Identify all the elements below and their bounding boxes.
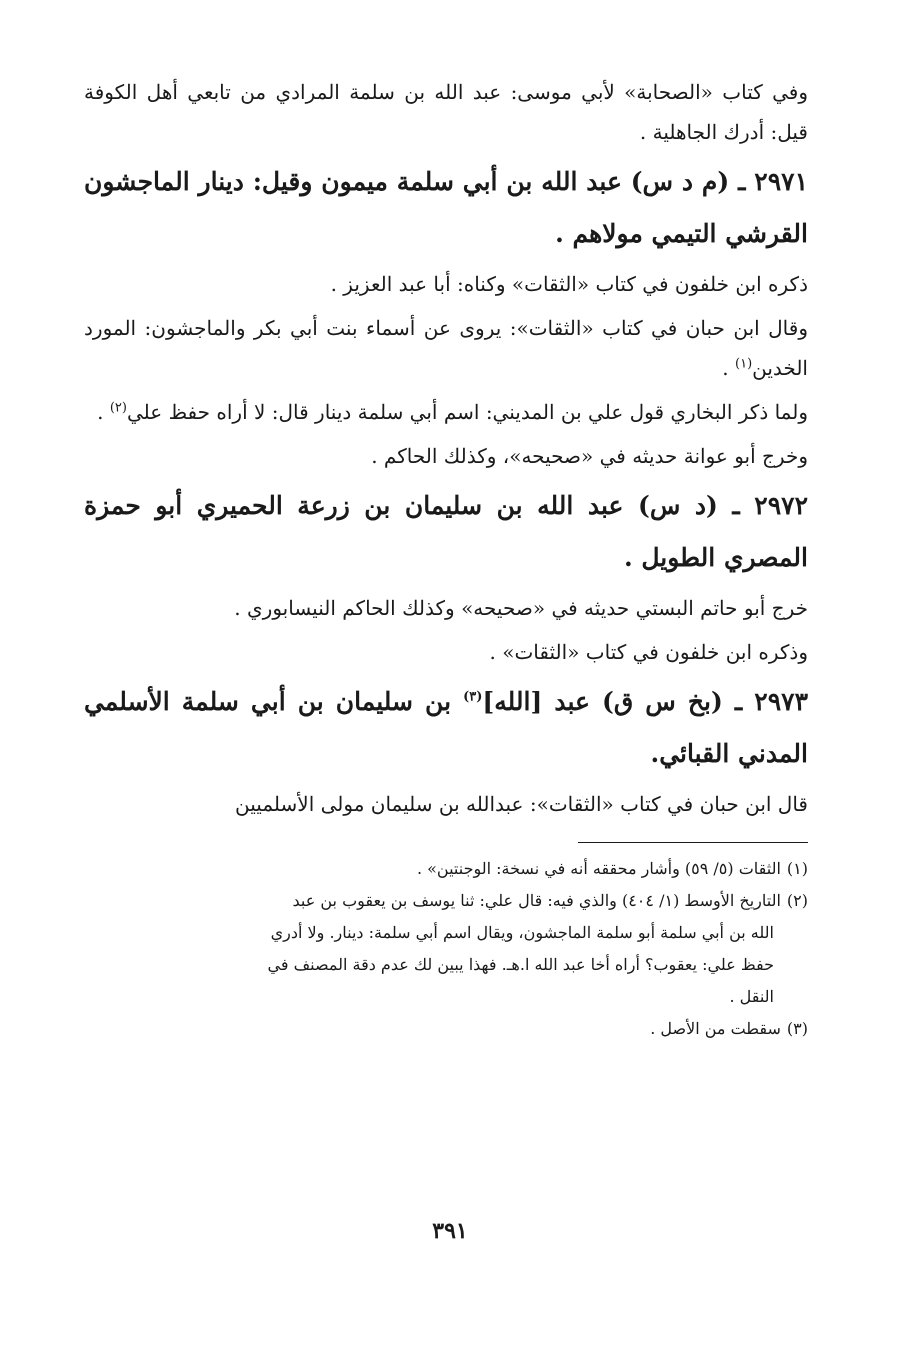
paragraph-text: وخرج أبو عوانة حديثه في «صحيحه»، وكذلك الحاكم . [371,444,808,468]
paragraph-text: ولما ذكر البخاري قول علي بن المديني: اسم أبي سلمة دينار قال: لا أراه حفظ علي$^{(٢)}$ . [97,400,808,424]
footnote-item: (٢)التاريخ الأوسط (١/ ٤٠٤) والذي فيه: قال علي: ثنا يوسف بن يعقوب بن عبد [292,891,808,910]
page-number: ٣٩١ [432,1218,468,1244]
entry-2971-heading: ٢٩٧١ ـ (م د س) عبد الله بن أبي سلمة ميمون وقيل: دينار الماجشون القرشي التيمي مولاهم . [84,167,808,248]
paragraph-text: ذكره ابن خلفون في كتاب «الثقات» وكناه: أبا عبد العزيز . [330,272,808,296]
footnotes-section [84,853,808,1045]
footnote-item: (١)الثقات (٥/ ٥٩) وأشار محققه أنه في نسخة: الوجنتين» . [416,859,808,878]
footnote-continuation: النقل . [729,987,774,1006]
footnote-item: (٣)سقطت من الأصل . [650,1019,808,1038]
paragraph-text: وقال ابن حبان في كتاب «الثقات»: يروى عن أسماء بنت أبي بكر والماجشون: المورد الخدين$^{(١)}$ . [84,316,808,380]
paragraph-text: وذكره ابن خلفون في كتاب «الثقات» . [489,640,808,664]
footnote-continuation: الله بن أبي سلمة أبو سلمة الماجشون، ويقال اسم أبي سلمة: دينار. ولا أدري [270,923,774,942]
paragraph-text: خرج أبو حاتم البستي حديثه في «صحيحه» وكذلك الحاكم النيسابوري . [234,596,808,620]
footnote-marker: (١) [735,356,753,372]
footnote-divider [578,842,808,843]
paragraph-text: قال ابن حبان في كتاب «الثقات»: عبدالله بن سليمان مولى الأسلميين [235,792,808,816]
page-body [84,72,808,1045]
footnote-continuation: حفظ علي: يعقوب؟ أراه أخا عبد الله ا.هـ. فهذا يبين لك عدم دقة المصنف في [267,955,774,974]
footnote-marker: (٣) [463,689,483,705]
paragraph-intro: وفي كتاب «الصحابة» لأبي موسى: عبد الله بن سلمة المرادي من تابعي أهل الكوفة قيل: أدرك الجاهلية . [84,80,808,144]
footnote-marker: (٢) [109,400,127,416]
entry-2972-heading: ٢٩٧٢ ـ (د س) عبد الله بن سليمان بن زرعة الحميري أبو حمزة المصري الطويل . [84,491,808,572]
entry-2973-heading: ٢٩٧٣ ـ (بخ س ق) عبد [الله]$^{(٣)}$ بن سليمان بن أبي سلمة الأسلمي المدني القبائي. [84,687,808,768]
